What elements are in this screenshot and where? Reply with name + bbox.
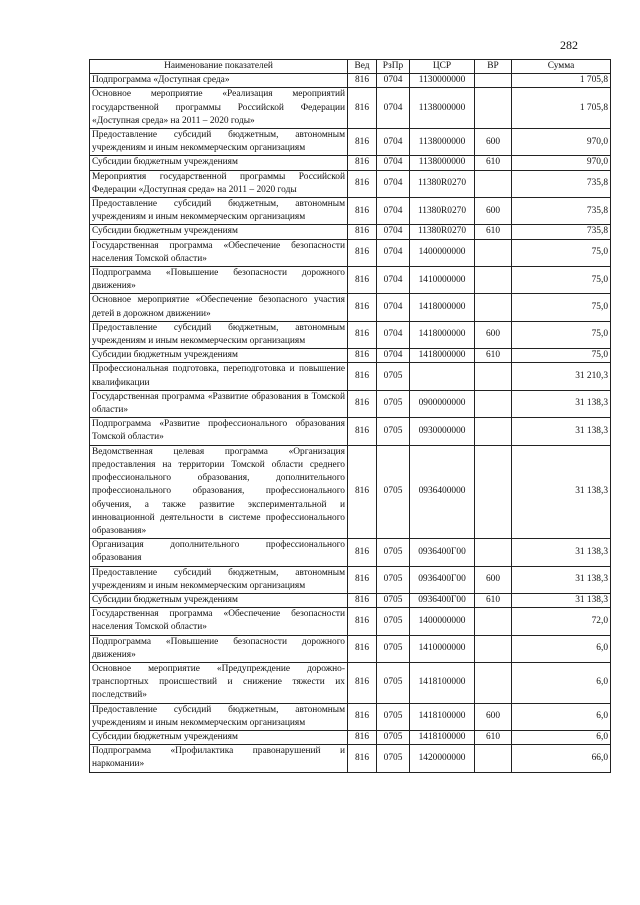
cell-name: Основное мероприятие «Обеспечение безопасного участия детей в дорожном движении» (90, 294, 348, 321)
table-row (90, 390, 611, 417)
cell-sum: 31 138,3 (512, 418, 611, 445)
cell-vr: 600 (475, 198, 512, 225)
cell-rzpr: 0705 (377, 730, 410, 744)
cell-rzpr: 0705 (377, 635, 410, 662)
cell-vr: 600 (475, 129, 512, 156)
cell-ved: 816 (348, 566, 377, 593)
cell-vr (475, 88, 512, 129)
cell-vr: 610 (475, 225, 512, 239)
cell-ved: 816 (348, 129, 377, 156)
cell-sum: 75,0 (512, 321, 611, 348)
cell-name: Профессиональная подготовка, переподготовка и повышение квалификации (90, 363, 348, 390)
cell-rzpr: 0704 (377, 156, 410, 170)
cell-name: Субсидии бюджетным учреждениям (90, 225, 348, 239)
column-header-name: Наименование показателей (90, 60, 348, 74)
cell-ved: 816 (348, 267, 377, 294)
cell-csr: 1410000000 (410, 635, 475, 662)
cell-csr: 0930000000 (410, 418, 475, 445)
table-row (90, 156, 611, 170)
cell-rzpr: 0705 (377, 703, 410, 730)
cell-rzpr: 0704 (377, 74, 410, 88)
table-row (90, 225, 611, 239)
table-row (90, 418, 611, 445)
table-row (90, 267, 611, 294)
cell-ved: 816 (348, 539, 377, 566)
cell-csr: 1410000000 (410, 267, 475, 294)
cell-ved: 816 (348, 745, 377, 772)
cell-rzpr: 0705 (377, 593, 410, 607)
cell-vr: 600 (475, 321, 512, 348)
cell-name: Основное мероприятие «Предупреждение дорожно-транспортных происшествий и снижение тяжести их последствий» (90, 662, 348, 703)
cell-rzpr: 0705 (377, 539, 410, 566)
cell-rzpr: 0704 (377, 349, 410, 363)
cell-sum: 31 138,3 (512, 390, 611, 417)
cell-csr: 1418100000 (410, 703, 475, 730)
table-header-row (90, 60, 611, 74)
table-row (90, 445, 611, 538)
cell-ved: 816 (348, 198, 377, 225)
table-row (90, 198, 611, 225)
cell-vr (475, 239, 512, 266)
cell-ved: 816 (348, 418, 377, 445)
cell-rzpr: 0704 (377, 170, 410, 197)
cell-name: Государственная программа «Обеспечение безопасности населения Томской области» (90, 608, 348, 635)
cell-name: Предоставление субсидий бюджетным, автономным учреждениям и иным некоммерческим организациям (90, 703, 348, 730)
cell-ved: 816 (348, 321, 377, 348)
cell-ved: 816 (348, 730, 377, 744)
table-row (90, 635, 611, 662)
cell-rzpr: 0704 (377, 88, 410, 129)
cell-rzpr: 0705 (377, 662, 410, 703)
cell-csr: 0936400Г00 (410, 593, 475, 607)
cell-rzpr: 0705 (377, 418, 410, 445)
cell-name: Субсидии бюджетным учреждениям (90, 730, 348, 744)
cell-name: Подпрограмма «Развитие профессионального образования Томской области» (90, 418, 348, 445)
table-body (90, 74, 611, 772)
cell-ved: 816 (348, 156, 377, 170)
cell-sum: 735,8 (512, 198, 611, 225)
cell-csr: 1420000000 (410, 745, 475, 772)
cell-sum: 75,0 (512, 349, 611, 363)
cell-sum: 31 138,3 (512, 445, 611, 538)
cell-csr: 1418000000 (410, 349, 475, 363)
cell-vr (475, 539, 512, 566)
column-header-sum: Сумма (512, 60, 611, 74)
cell-rzpr: 0705 (377, 445, 410, 538)
cell-ved: 816 (348, 363, 377, 390)
cell-name: Предоставление субсидий бюджетным, автономным учреждениям и иным некоммерческим организациям (90, 129, 348, 156)
cell-ved: 816 (348, 170, 377, 197)
cell-csr: 1418100000 (410, 730, 475, 744)
table-row (90, 662, 611, 703)
cell-sum: 735,8 (512, 170, 611, 197)
cell-name: Государственная программа «Обеспечение безопасности населения Томской области» (90, 239, 348, 266)
cell-name: Предоставление субсидий бюджетным, автономным учреждениям и иным некоммерческим организациям (90, 566, 348, 593)
cell-name: Ведомственная целевая программа «Организация предоставления на территории Томской области среднего профессионального образования, дополнительного профессионального образования, профессионального обучения, а также развитие экспериментальной и инновационной деятельности в системе профессионального образования» (90, 445, 348, 538)
cell-csr: 0936400Г00 (410, 539, 475, 566)
cell-ved: 816 (348, 239, 377, 266)
table-row (90, 566, 611, 593)
cell-sum: 31 138,3 (512, 539, 611, 566)
table-row (90, 129, 611, 156)
column-header-vr: ВР (475, 60, 512, 74)
cell-vr (475, 608, 512, 635)
cell-ved: 816 (348, 349, 377, 363)
cell-ved: 816 (348, 294, 377, 321)
cell-vr: 610 (475, 156, 512, 170)
cell-name: Подпрограмма «Доступная среда» (90, 74, 348, 88)
cell-name: Государственная программа «Развитие образования в Томской области» (90, 390, 348, 417)
cell-sum: 72,0 (512, 608, 611, 635)
table-row (90, 539, 611, 566)
table-row (90, 703, 611, 730)
cell-name: Предоставление субсидий бюджетным, автономным учреждениям и иным некоммерческим организациям (90, 321, 348, 348)
cell-vr (475, 170, 512, 197)
table-row (90, 730, 611, 744)
table-row (90, 74, 611, 88)
cell-vr (475, 294, 512, 321)
cell-vr: 610 (475, 349, 512, 363)
table-row (90, 593, 611, 607)
page-number: 282 (560, 38, 578, 52)
cell-vr: 610 (475, 730, 512, 744)
cell-sum: 970,0 (512, 156, 611, 170)
cell-vr (475, 74, 512, 88)
cell-ved: 816 (348, 635, 377, 662)
cell-csr: 0936400Г00 (410, 566, 475, 593)
cell-sum: 1 705,8 (512, 74, 611, 88)
cell-csr: 11380R0270 (410, 225, 475, 239)
cell-name: Подпрограмма «Профилактика правонарушений и наркомании» (90, 745, 348, 772)
cell-name: Подпрограмма «Повышение безопасности дорожного движения» (90, 267, 348, 294)
cell-vr (475, 390, 512, 417)
cell-rzpr: 0705 (377, 363, 410, 390)
cell-vr: 600 (475, 703, 512, 730)
cell-csr: 11380R0270 (410, 170, 475, 197)
cell-name: Субсидии бюджетным учреждениям (90, 593, 348, 607)
cell-csr: 1418000000 (410, 321, 475, 348)
table-row (90, 170, 611, 197)
cell-rzpr: 0704 (377, 294, 410, 321)
cell-csr: 1138000000 (410, 129, 475, 156)
column-header-rzpr: РзПр (377, 60, 410, 74)
column-header-csr: ЦСР (410, 60, 475, 74)
cell-csr: 1138000000 (410, 156, 475, 170)
cell-sum: 75,0 (512, 239, 611, 266)
table-row (90, 294, 611, 321)
cell-name: Субсидии бюджетным учреждениям (90, 156, 348, 170)
cell-ved: 816 (348, 445, 377, 538)
cell-rzpr: 0705 (377, 745, 410, 772)
table-row (90, 321, 611, 348)
cell-vr: 610 (475, 593, 512, 607)
cell-ved: 816 (348, 88, 377, 129)
cell-rzpr: 0704 (377, 321, 410, 348)
cell-rzpr: 0704 (377, 129, 410, 156)
cell-csr: 11380R0270 (410, 198, 475, 225)
cell-sum: 735,8 (512, 225, 611, 239)
cell-sum: 31 210,3 (512, 363, 611, 390)
cell-sum: 75,0 (512, 267, 611, 294)
cell-sum: 6,0 (512, 730, 611, 744)
cell-name: Основное мероприятие «Реализация мероприятий государственной программы Российской Федерации «Доступная среда» на 2011 – 2020 годы» (90, 88, 348, 129)
cell-name: Мероприятия государственной программы Российской Федерации «Доступная среда» на 2011 – 2020 годы (90, 170, 348, 197)
cell-csr: 1418100000 (410, 662, 475, 703)
cell-csr: 0936400000 (410, 445, 475, 538)
cell-sum: 970,0 (512, 129, 611, 156)
cell-ved: 816 (348, 225, 377, 239)
cell-name: Организация дополнительного профессионального образования (90, 539, 348, 566)
table-row (90, 745, 611, 772)
cell-vr (475, 635, 512, 662)
column-header-ved: Вед (348, 60, 377, 74)
cell-name: Субсидии бюджетным учреждениям (90, 349, 348, 363)
cell-sum: 31 138,3 (512, 566, 611, 593)
cell-vr (475, 363, 512, 390)
cell-name: Подпрограмма «Повышение безопасности дорожного движения» (90, 635, 348, 662)
cell-csr: 1130000000 (410, 74, 475, 88)
cell-csr: 1418000000 (410, 294, 475, 321)
cell-csr: 0900000000 (410, 390, 475, 417)
cell-ved: 816 (348, 390, 377, 417)
table-row (90, 608, 611, 635)
cell-vr (475, 745, 512, 772)
cell-vr: 600 (475, 566, 512, 593)
cell-rzpr: 0704 (377, 267, 410, 294)
cell-ved: 816 (348, 593, 377, 607)
cell-rzpr: 0704 (377, 198, 410, 225)
cell-ved: 816 (348, 608, 377, 635)
cell-csr (410, 363, 475, 390)
cell-vr (475, 445, 512, 538)
table-row (90, 363, 611, 390)
cell-sum: 66,0 (512, 745, 611, 772)
cell-vr (475, 267, 512, 294)
cell-name: Предоставление субсидий бюджетным, автономным учреждениям и иным некоммерческим организациям (90, 198, 348, 225)
cell-ved: 816 (348, 74, 377, 88)
cell-vr (475, 418, 512, 445)
cell-sum: 75,0 (512, 294, 611, 321)
table-row (90, 88, 611, 129)
cell-csr: 1400000000 (410, 608, 475, 635)
budget-table (89, 59, 611, 773)
cell-rzpr: 0704 (377, 225, 410, 239)
cell-csr: 1138000000 (410, 88, 475, 129)
table-row (90, 239, 611, 266)
cell-rzpr: 0705 (377, 608, 410, 635)
cell-rzpr: 0705 (377, 566, 410, 593)
cell-csr: 1400000000 (410, 239, 475, 266)
cell-rzpr: 0705 (377, 390, 410, 417)
cell-ved: 816 (348, 662, 377, 703)
table-row (90, 349, 611, 363)
cell-rzpr: 0704 (377, 239, 410, 266)
cell-sum: 1 705,8 (512, 88, 611, 129)
cell-sum: 31 138,3 (512, 593, 611, 607)
cell-sum: 6,0 (512, 662, 611, 703)
cell-sum: 6,0 (512, 635, 611, 662)
cell-vr (475, 662, 512, 703)
cell-ved: 816 (348, 703, 377, 730)
cell-sum: 6,0 (512, 703, 611, 730)
